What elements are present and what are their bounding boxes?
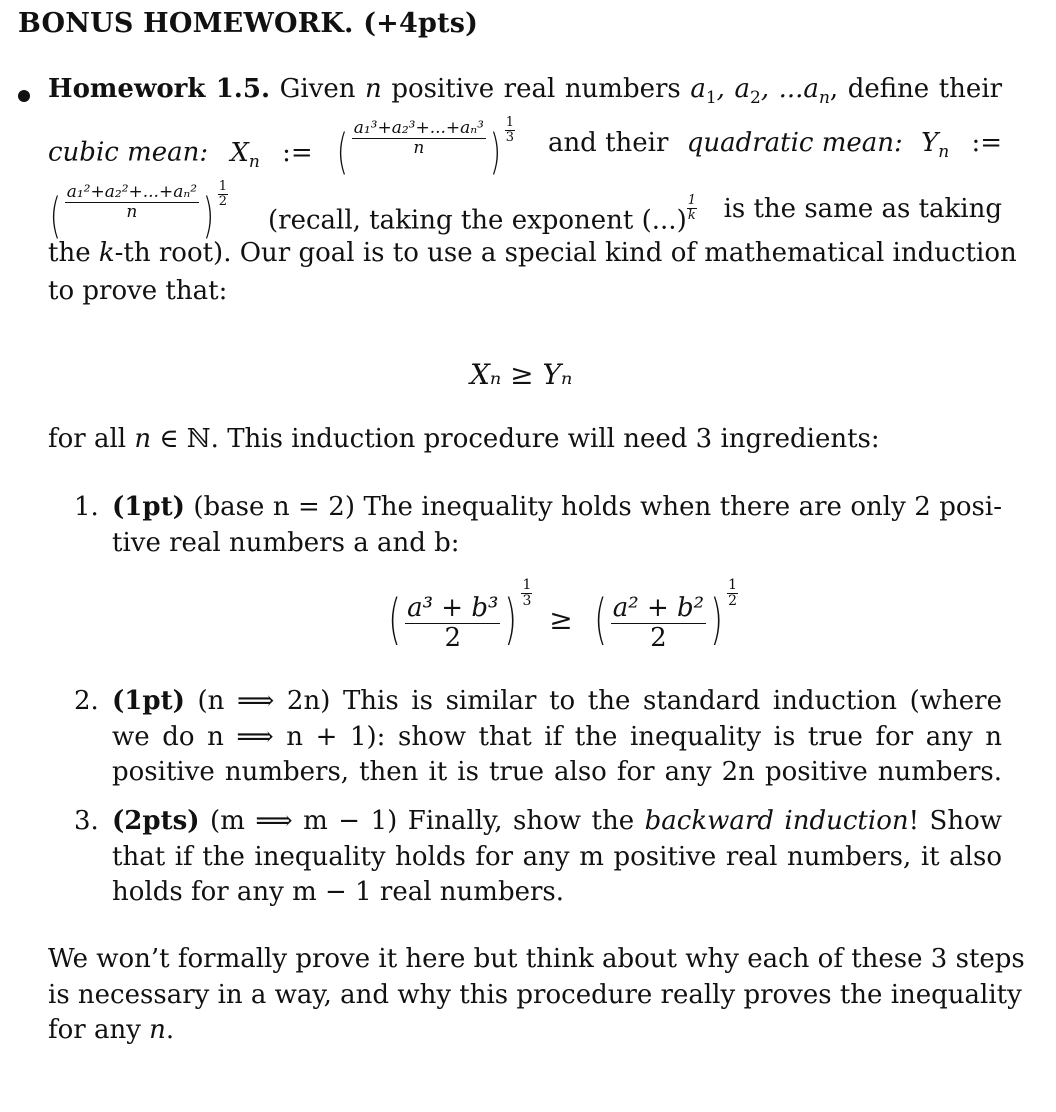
homework-line-1: Homework 1.5. Given n positive real numbers $a_1$, $a_2$, $...a_n$, define their [48, 74, 1003, 108]
item-3-line-1: (2pts) (m ⟹ m − 1) Finally, show the backward induction! Show [112, 806, 1003, 836]
item-2-line-3: positive numbers, then it is true also for any 2n positive numbers. [112, 757, 1002, 787]
homework-line-2: cubic mean: $X_n$ := ( $\frac{\text{a₁³+a₂³+...+aₙ³}}{n}$ ) $\frac{1}{3}$ and their quadratic mean: $Y_n$ := [48, 115, 1002, 180]
page-title: BONUS HOMEWORK. (+4pts) [18, 8, 479, 39]
quadratic-mean-formula: ( $\frac{\text{a₁²+a₂²+...+aₙ²}}{n}$ ) $\frac{1}{2}$ [49, 179, 228, 244]
item-1-line-2: tive real numbers a and b: [112, 528, 460, 558]
homework-line-4: the k-th root). Our goal is to use a special kind of mathematical induction [48, 238, 1017, 268]
item-1-line-1: (1pt) (base n = 2) The inequality holds when there are only 2 posi- [112, 492, 1002, 522]
closing-line-2: is necessary in a way, and why this procedure really proves the inequality [48, 980, 1022, 1010]
closing-line-3: for any n. [48, 1015, 175, 1045]
cubic-mean-formula: ( $\frac{\text{a₁³+a₂³+...+aₙ³}}{n}$ ) $\frac{1}{3}$ [336, 115, 515, 180]
closing-line-1: We won’t formally prove it here but think about why each of these 3 steps [48, 944, 1025, 974]
bullet-icon [18, 90, 30, 102]
item-3-line-2: that if the inequality holds for any m positive real numbers, it also [112, 842, 1002, 872]
main-inequality: Xₙ ≥ Yₙ [470, 358, 573, 391]
cubic-mean-term: cubic mean: [48, 137, 209, 168]
item-2-points: (1pt) [112, 686, 185, 716]
homework-line-5: to prove that: [48, 276, 228, 306]
item-2-line-2: we do n ⟹ n + 1): show that if the inequality is true for any n [112, 722, 1002, 752]
item-1-number: 1. [74, 492, 99, 522]
item-2-line-1: (1pt) (n ⟹ 2n) This is similar to the standard induction (where [112, 686, 1002, 716]
item-2-number: 2. [74, 686, 99, 716]
item-3-line-3: holds for any m − 1 real numbers. [112, 877, 565, 907]
base-inequality: ( $\frac{\text{a³ + b³}}{2}$ ) $\frac{1}{3}$ ≥ ( $\frac{\text{a² + b²}}{2}$ ) $\frac{1}{2}$ [388, 577, 738, 653]
for-all-line: for all n ∈ ℕ. This induction procedure will need 3 ingredients: [48, 424, 880, 454]
homework-line-3: ( $\frac{\text{a₁²+a₂²+...+aₙ²}}{n}$ ) $\frac{1}{2}$ (recall, taking the exponent (...) $\frac{1}{k}$ is the same as taking [46, 180, 1002, 244]
item-3-points: (2pts) [112, 806, 200, 836]
item-1-points: (1pt) [112, 492, 185, 522]
item-3-number: 3. [74, 806, 99, 836]
homework-label: Homework 1.5. [48, 74, 271, 104]
quadratic-mean-term: quadratic mean: [686, 128, 903, 158]
